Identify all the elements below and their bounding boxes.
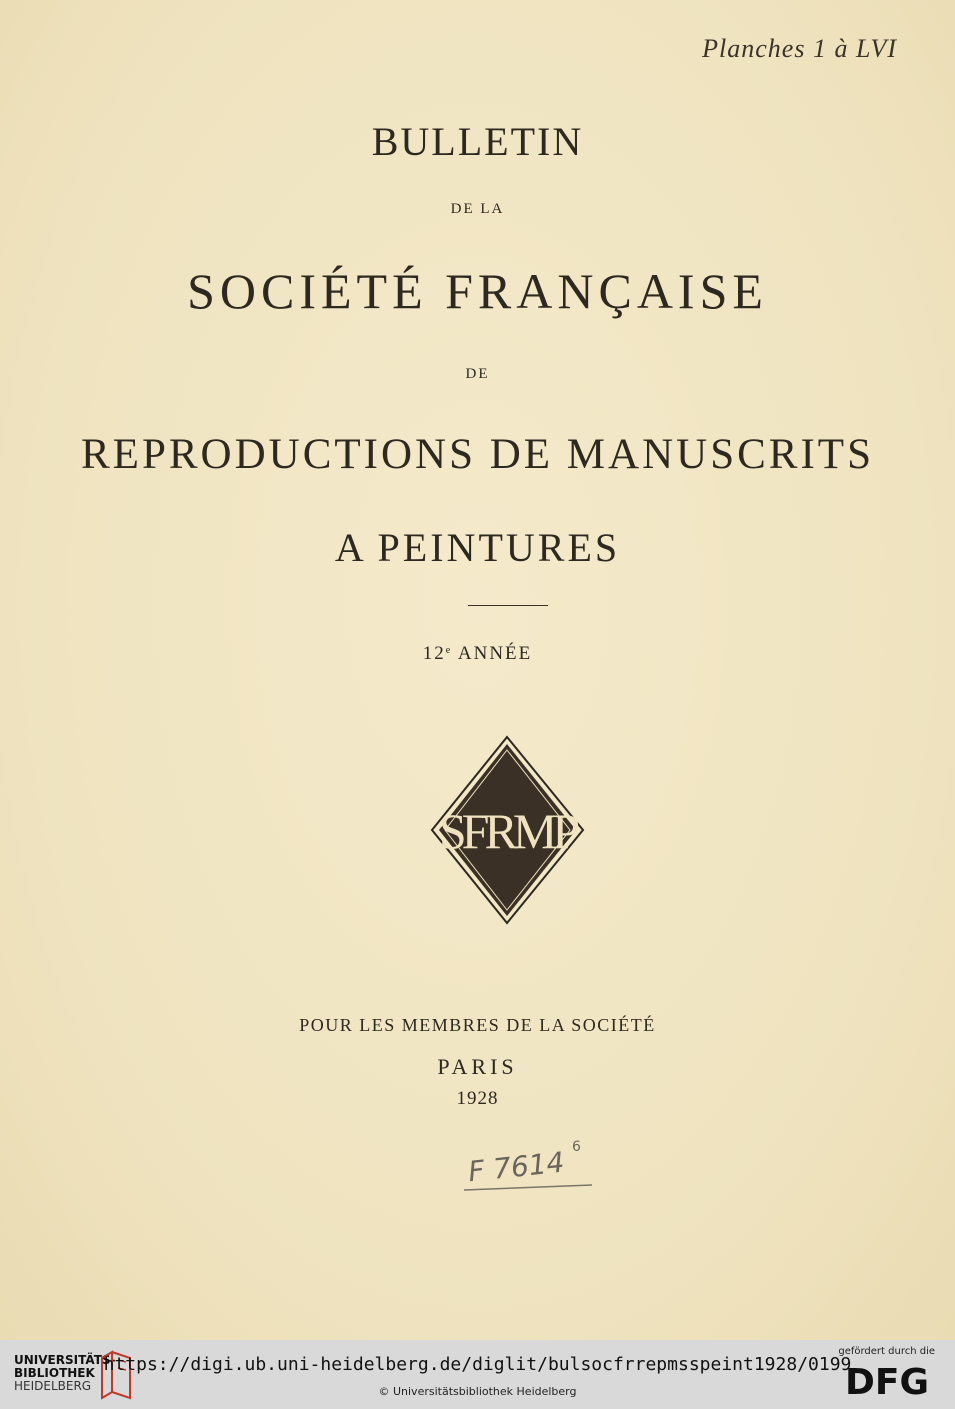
title-reproductions: REPRODUCTIONS DE MANUSCRITS (81, 431, 874, 478)
sfrmp-diamond-logo (430, 735, 585, 925)
title-bulletin: BULLETIN (371, 119, 584, 164)
title-de: DE (465, 366, 490, 382)
imprint-pour: POUR LES MEMBRES DE LA SOCIÉTÉ (299, 1015, 656, 1035)
edition-superscript: e (445, 645, 453, 656)
title-de-la: DE LA (450, 201, 505, 217)
library-name-line1: UNIVERSITÄTS- (14, 1353, 116, 1367)
edition-number: 12 (422, 643, 446, 664)
shelfmark-superscript: 6 (572, 1139, 581, 1155)
copyright-notice: © Universitätsbibliothek Heidelberg (378, 1385, 577, 1398)
imprint-year: 1928 (456, 1088, 499, 1109)
permalink-url[interactable]: https://digi.ub.uni-heidelberg.de/diglit/bulsocfrrepmsspeint1928/0199 (103, 1354, 852, 1375)
title-societe-francaise: SOCIÉTÉ FRANÇAISE (187, 263, 768, 319)
footer-bar (0, 1340, 955, 1409)
imprint-city: PARIS (437, 1054, 518, 1079)
library-city: HEIDELBERG (14, 1379, 92, 1393)
title-peintures: A PEINTURES (334, 525, 621, 570)
handwritten-shelfmark (460, 1135, 600, 1195)
funding-note: gefördert durch die (838, 1346, 935, 1357)
planches-note: Planches 1 à LVI (702, 34, 897, 63)
edition-label: ANNÉE (457, 643, 533, 664)
shelfmark-text: F 7614 (466, 1145, 566, 1189)
dfg-logo-text: DFG (845, 1362, 930, 1400)
dfg-logo[interactable] (845, 1360, 937, 1400)
edition-line (0, 643, 955, 665)
title-divider (468, 605, 548, 606)
logo-monogram: SFRMP (438, 803, 576, 859)
library-name-line2: BIBLIOTHEK (14, 1366, 95, 1380)
